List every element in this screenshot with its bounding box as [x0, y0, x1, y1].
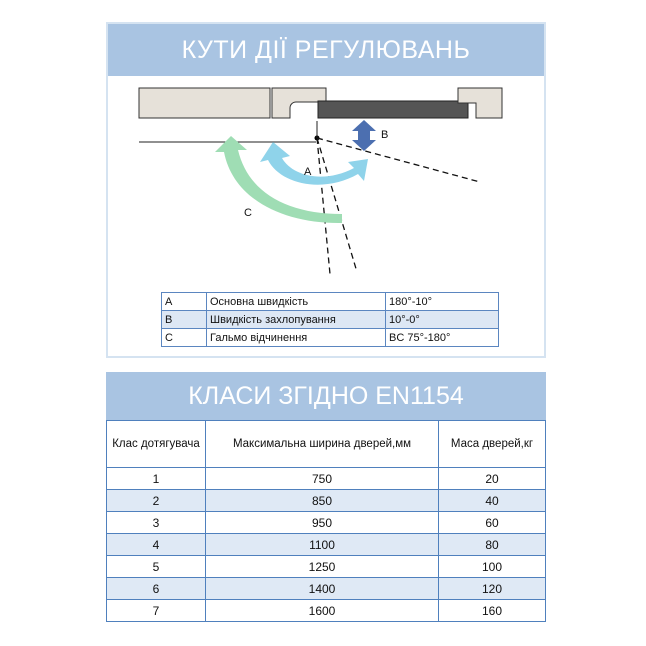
table-row [162, 293, 499, 311]
table-row [107, 490, 546, 512]
cell-class: 5 [107, 556, 206, 578]
table-row [107, 534, 546, 556]
mode-name: Швидкість захлопування [207, 311, 386, 329]
adjustment-modes-table [161, 292, 499, 347]
door-position-80deg [317, 138, 357, 272]
cell-class: 6 [107, 578, 206, 600]
header-max-width: Максимальна ширина дверей,мм [206, 421, 439, 468]
table-row [107, 556, 546, 578]
cell-width: 1250 [206, 556, 439, 578]
cell-width: 850 [206, 490, 439, 512]
diagram-label-a: A [304, 166, 312, 178]
frame-left [139, 88, 270, 118]
cell-width: 750 [206, 468, 439, 490]
cell-width: 1600 [206, 600, 439, 622]
table-row [107, 468, 546, 490]
cell-class: 1 [107, 468, 206, 490]
table-row [107, 512, 546, 534]
table-header-row [107, 421, 546, 468]
adjustment-angles-panel [106, 22, 546, 358]
cell-weight: 100 [439, 556, 546, 578]
cell-weight: 80 [439, 534, 546, 556]
mode-range: BC 75°-180° [386, 329, 499, 347]
arrow-a [260, 142, 368, 185]
cell-class: 3 [107, 512, 206, 534]
cell-class: 7 [107, 600, 206, 622]
cell-weight: 120 [439, 578, 546, 600]
cell-class: 4 [107, 534, 206, 556]
door-leaf [318, 101, 468, 118]
mode-code: C [162, 329, 207, 347]
cell-class: 2 [107, 490, 206, 512]
cell-width: 1400 [206, 578, 439, 600]
cell-weight: 60 [439, 512, 546, 534]
diagram-label-c: C [244, 207, 252, 219]
header-class: Клас дотягувача [107, 421, 206, 468]
mode-range: 10°-0° [386, 311, 499, 329]
en1154-classes-panel [106, 372, 546, 616]
adjustment-angles-title: КУТИ ДІЇ РЕГУЛЮВАНЬ [108, 24, 544, 76]
cell-width: 1100 [206, 534, 439, 556]
cell-weight: 20 [439, 468, 546, 490]
table-row [107, 600, 546, 622]
mode-name: Основна швидкість [207, 293, 386, 311]
arrow-b [352, 120, 376, 151]
mode-code: A [162, 293, 207, 311]
diagram-label-b: B [381, 129, 389, 141]
table-row [107, 578, 546, 600]
header-door-weight: Маса дверей,кг [439, 421, 546, 468]
en1154-classes-table [106, 420, 546, 622]
table-row [162, 311, 499, 329]
table-row [162, 329, 499, 347]
mode-name: Гальмо відчинення [207, 329, 386, 347]
cell-width: 950 [206, 512, 439, 534]
en1154-classes-title: КЛАСИ ЗГІДНО EN1154 [106, 372, 546, 420]
cell-weight: 40 [439, 490, 546, 512]
cell-weight: 160 [439, 600, 546, 622]
mode-code: B [162, 311, 207, 329]
mode-range: 180°-10° [386, 293, 499, 311]
